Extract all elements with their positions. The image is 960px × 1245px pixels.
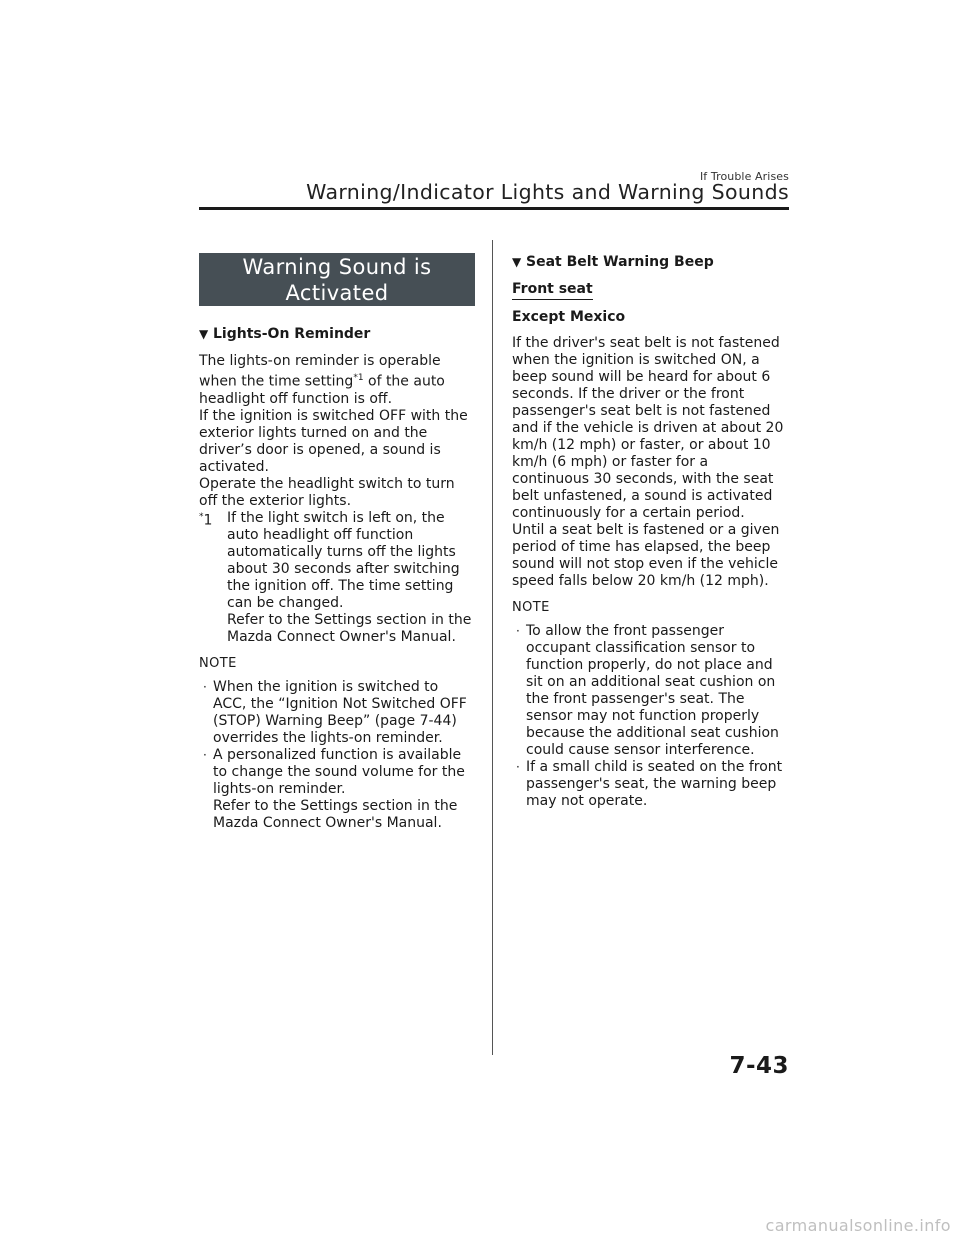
footnote-ref-marker: *1 xyxy=(353,373,364,383)
footnote-asterisk: * xyxy=(199,511,204,522)
footnote-text: If the light switch is left on, the auto headlight off function automatically turns off the lights about 30 seconds after switching the ignition off. The time setting can be changed. xyxy=(227,509,460,611)
para-text: The lights-on reminder is operable when the time setting xyxy=(199,353,441,390)
header-rule xyxy=(199,207,789,210)
seat-belt-heading xyxy=(512,252,789,272)
footnote-number: 1 xyxy=(203,512,213,529)
header-chapter-title: Warning/Indicator Lights and Warning Sounds xyxy=(306,180,789,204)
right-column xyxy=(512,252,789,810)
list-item-text: If a small child is seated on the front passenger's seat, the warning beep may not operate. xyxy=(526,759,783,809)
seat-belt-para: If the driver's seat belt is not fastened when the ignition is switched ON, a beep sound will be heard for about 6 seconds. If the driver or the front passenger's seat belt is not fastened and if the vehicle is driven at about 20 km/h (12 mph) or faster, or about 10 km/h (6 mph) or faster for a continuous 30 seconds, with the seat belt unfastened, a sound is activated continuously for a certain period. xyxy=(512,335,784,521)
list-item xyxy=(199,679,475,747)
heading-text: Lights-On Reminder xyxy=(213,326,371,342)
para-line-2: If the ignition is switched OFF with the exterior lights turned on and the driver’s door is opened, a sound is activated. xyxy=(199,407,468,475)
list-item-text: A personalized function is available to change the sound volume for the lights-on reminder. xyxy=(213,746,465,797)
lights-on-reminder-heading xyxy=(199,324,475,344)
heading-text: Seat Belt Warning Beep xyxy=(526,254,714,270)
except-mexico-subheading: Except Mexico xyxy=(512,309,626,325)
footnote-marker xyxy=(199,509,212,530)
list-item xyxy=(512,623,789,759)
para-line-3: Operate the headlight switch to turn off the exterior lights. xyxy=(199,475,455,509)
list-item xyxy=(512,759,789,810)
para-text-cont: of the auto headlight off function is off. xyxy=(199,373,445,407)
triangle-down-icon: ▼ xyxy=(199,327,209,341)
header-section-title: If Trouble Arises xyxy=(699,170,789,183)
section-banner xyxy=(199,253,475,306)
front-seat-subheading: Front seat xyxy=(512,281,593,300)
note-title: NOTE xyxy=(512,600,550,615)
banner-line-1: Warning Sound is xyxy=(242,255,432,279)
left-column xyxy=(199,253,475,832)
middle-dot-icon: · xyxy=(203,747,207,762)
middle-dot-icon: · xyxy=(203,679,207,694)
page-number: 7-43 xyxy=(729,1053,789,1079)
seat-belt-description xyxy=(512,335,789,590)
list-item-reference: Refer to the Settings section in the Mazda Connect Owner's Manual. xyxy=(213,797,458,831)
footnote xyxy=(199,510,475,646)
lights-on-description xyxy=(199,353,475,510)
seat-belt-para-2: Until a seat belt is fastened or a given period of time has elapsed, the beep sound will not stop even if the vehicle speed falls below 20 km/h (12 mph). xyxy=(512,522,780,589)
middle-dot-icon: · xyxy=(516,760,520,774)
watermark: carmanualsonline.info xyxy=(765,1216,951,1235)
column-divider xyxy=(492,240,493,1055)
footnote-reference: Refer to the Settings section in the Mazda Connect Owner's Manual. xyxy=(227,611,472,645)
note-list xyxy=(512,623,789,810)
banner-line-2: Activated xyxy=(285,281,389,305)
list-item xyxy=(199,747,475,832)
list-item-text: To allow the front passenger occupant classification sensor to function properly, do not place and sit on an additional seat cushion on the front passenger's seat. The sensor may not function properly because the additional seat cushion could cause sensor interference. xyxy=(526,623,779,758)
footnote-body xyxy=(213,510,475,646)
list-item-text: When the ignition is switched to ACC, the “Ignition Not Switched OFF (STOP) Warning Beep” (page 7-44) overrides the lights-on reminder. xyxy=(213,678,467,746)
middle-dot-icon: · xyxy=(516,624,520,638)
note-list xyxy=(199,679,475,832)
note-title: NOTE xyxy=(199,655,237,671)
triangle-down-icon: ▼ xyxy=(512,255,522,269)
